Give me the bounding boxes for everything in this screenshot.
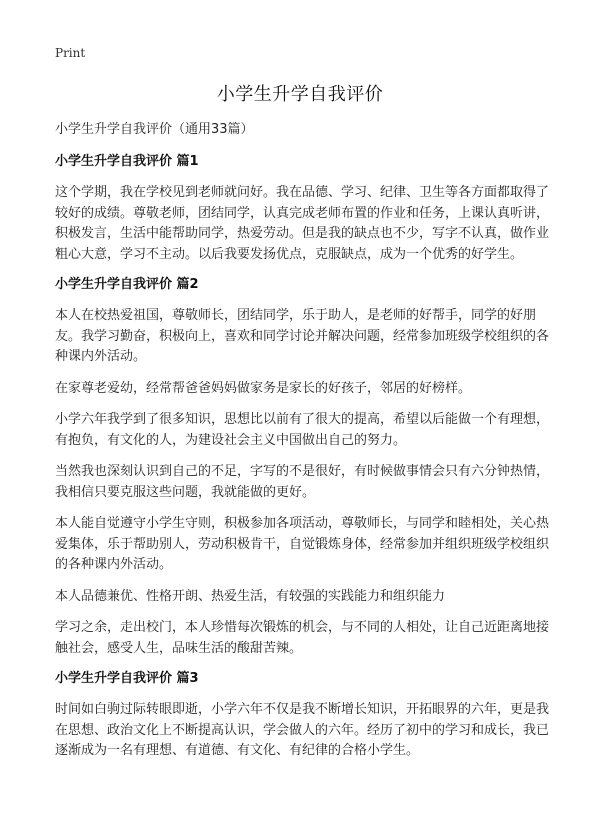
- paragraph: 时间如白驹过际转眼即逝，小学六年不仅是我不断增长知识，开拓眼界的六年，更是我在思想、政治文化上不断提高认识，学会做人的六年。经历了初中的学习和成长，我已逐渐成为一名有理想、有道德、有文化、有纪律的合格小学生。: [55, 702, 550, 758]
- paragraph: 小学六年我学到了很多知识，思想比以前有了很大的提高，希望以后能做一个有理想，有抱负，有文化的人，为建设社会主义中国做出自己的努力。: [55, 412, 550, 448]
- paragraph: 学习之余，走出校门，本人珍惜每次锻炼的机会，与不同的人相处，让自己近距离地接触社会，感受人生，品味生活的酸甜苦辣。: [55, 620, 550, 656]
- section-1: [55, 153, 550, 265]
- document-subtitle: 小学生升学自我评价（通用33篇）: [55, 122, 254, 137]
- document-title: 小学生升学自我评价: [216, 84, 384, 105]
- paragraph: 这个学期，我在学校见到老师就问好。我在品德、学习、纪律、卫生等各方面都取得了较好的成绩。尊敬老师，团结同学，认真完成老师布置的作业和任务，上课认真听讲，积极发言，生活中能帮助同学，热爱劳动。但是我的缺点也不少，写字不认真，做作业粗心大意，学习不主动。以后我要发扬优点，克服缺点，成为一个优秀的好学生。: [55, 185, 550, 262]
- paragraph: 当然我也深刻认识到自己的不足，字写的不是很好，有时候做事情会只有六分钟热情，我相信只要克服这些问题，我就能做的更好。: [55, 464, 550, 500]
- section-3: [55, 670, 550, 762]
- paragraph: 本人在校热爱祖国，尊敬师长，团结同学，乐于助人，是老师的好帮手，同学的好朋友。我学习勤奋，积极向上，喜欢和同学讨论并解决问题，经常参加班级学校组织的各种课内外活动。: [55, 308, 550, 364]
- section-heading: 小学生升学自我评价 篇3: [55, 671, 199, 686]
- paragraph: 在家尊老爱幼，经常帮爸爸妈妈做家务是家长的好孩子，邻居的好榜样。: [55, 380, 472, 396]
- section-2: [55, 276, 550, 659]
- section-heading: 小学生升学自我评价 篇2: [55, 277, 199, 292]
- document-body: [55, 121, 550, 773]
- print-link[interactable]: Print: [55, 46, 86, 60]
- paragraph: 本人品德兼优、性格开朗、热爱生活，有较强的实践能力和组织能力: [55, 588, 446, 604]
- section-heading: 小学生升学自我评价 篇1: [55, 154, 199, 169]
- paragraph: 本人能自觉遵守小学生守则，积极参加各项活动，尊敬师长，与同学和睦相处，关心热爱集体，乐于帮助别人，劳动积极肯干，自觉锻炼身体，经常参加并组织班级学校组织的各种课内外活动。: [55, 516, 550, 572]
